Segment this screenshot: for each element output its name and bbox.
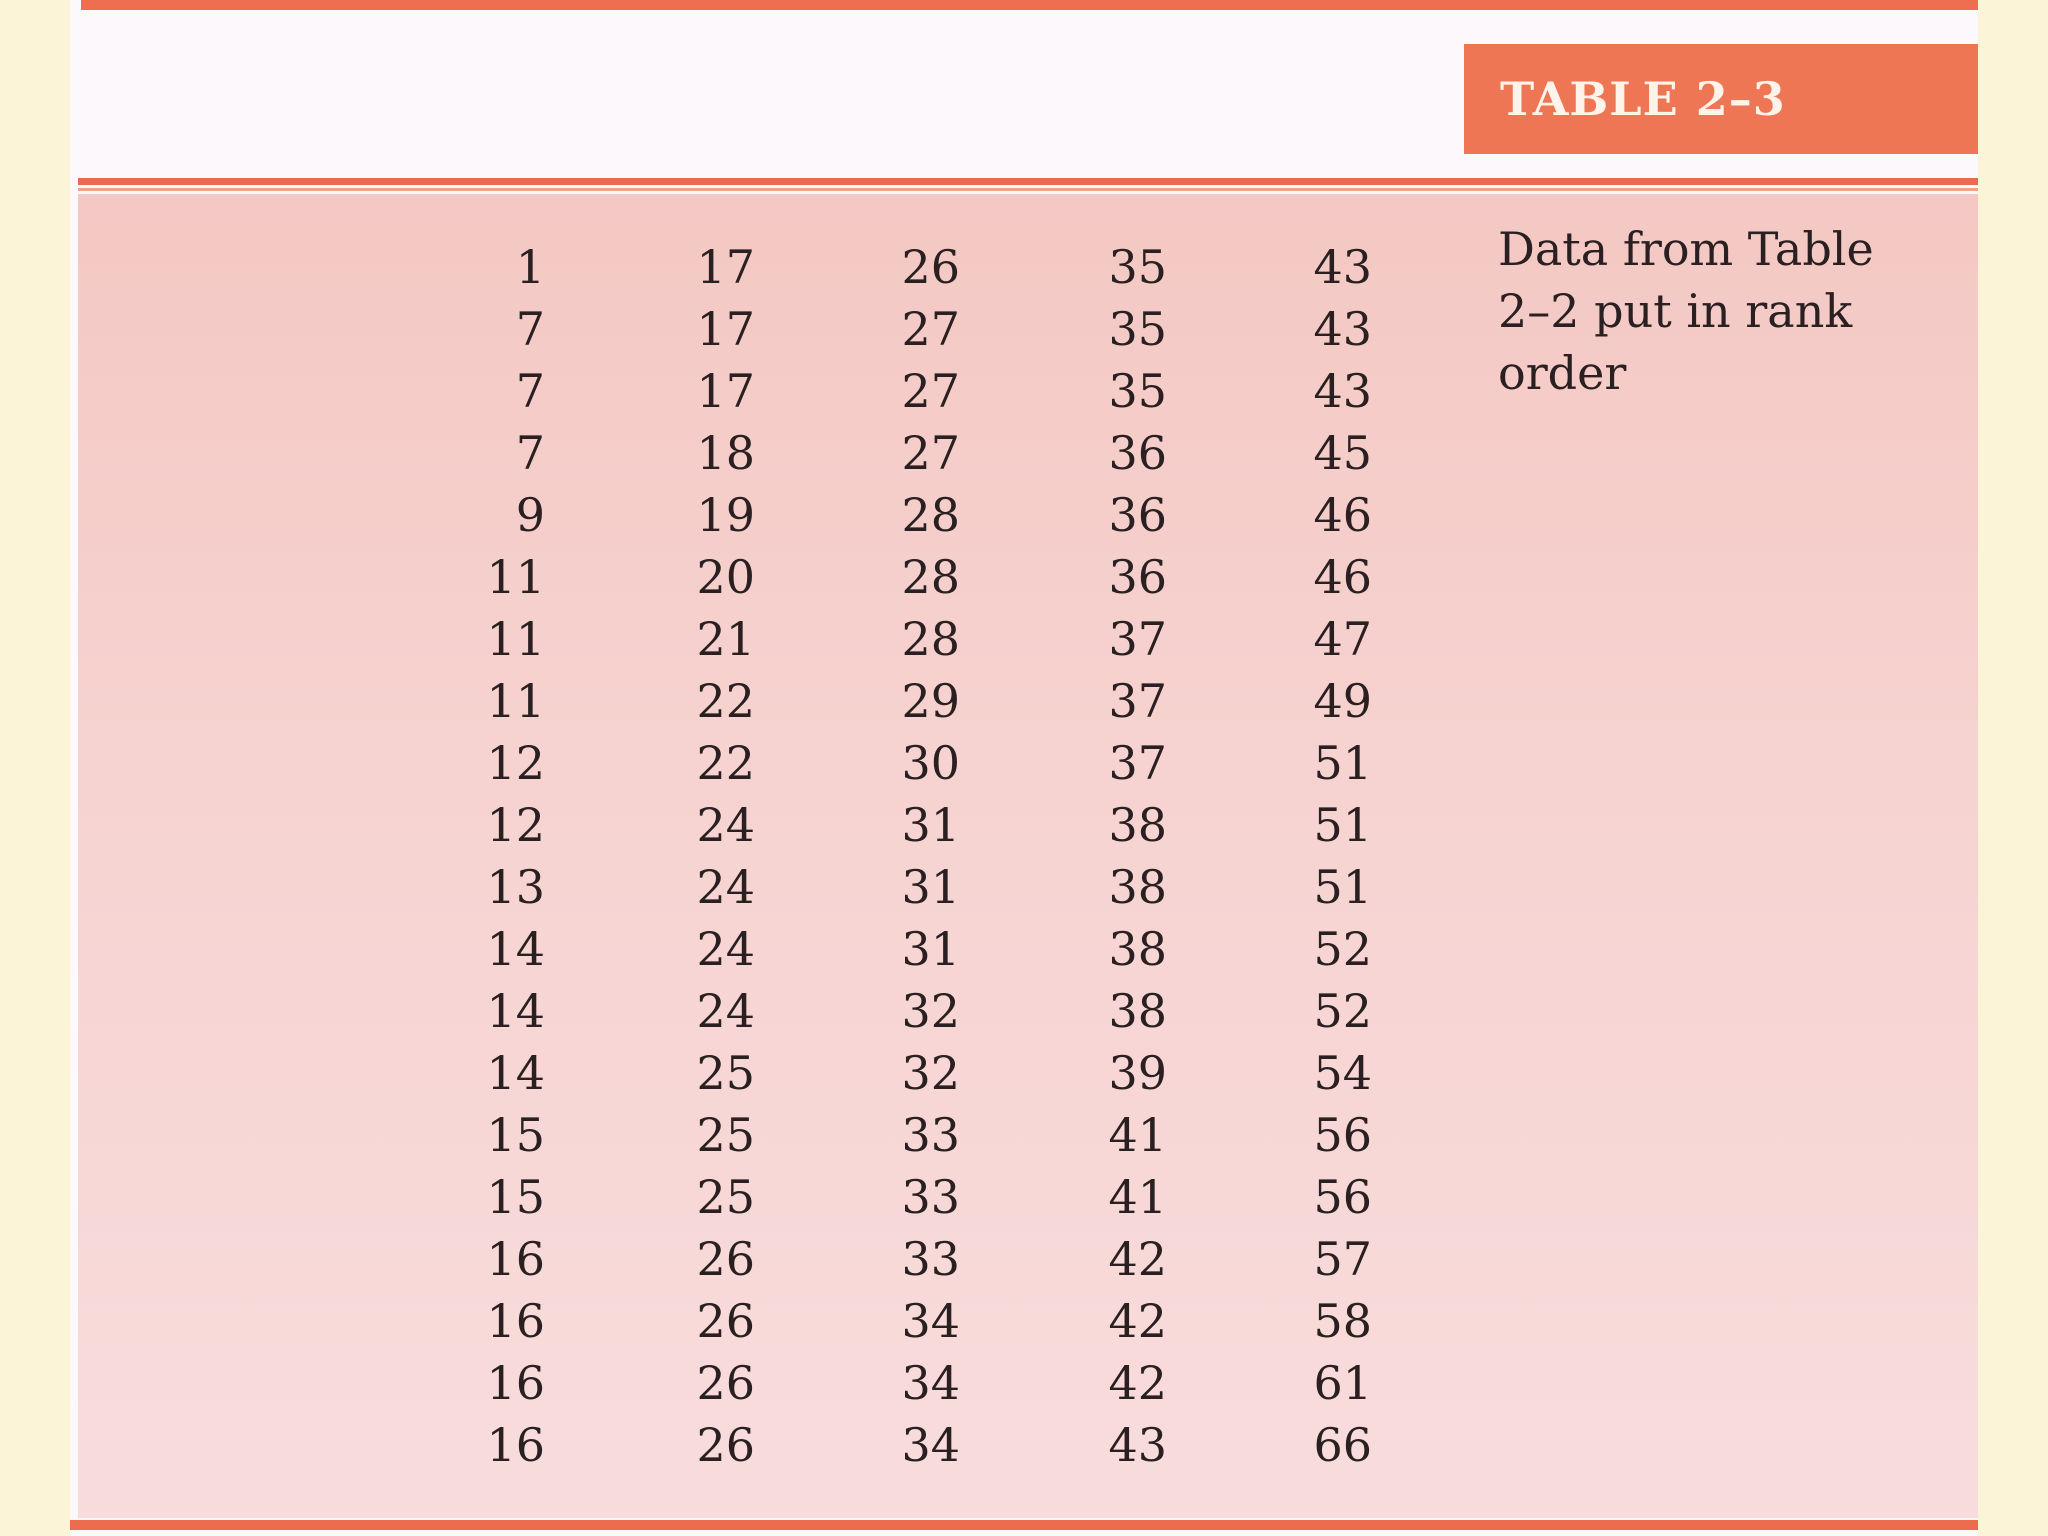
table-cell: 46 — [1313, 550, 1372, 604]
ranked-data-table — [420, 236, 1372, 1476]
table-cell: 15 — [486, 1170, 545, 1224]
table-cell: 25 — [696, 1046, 755, 1100]
table-cell: 27 — [901, 364, 960, 418]
table-cell: 31 — [901, 860, 960, 914]
table-cell: 61 — [1313, 1356, 1372, 1410]
table-cell: 42 — [1108, 1232, 1167, 1286]
table-cell: 52 — [1313, 984, 1372, 1038]
table-cell: 37 — [1108, 612, 1167, 666]
table-cell: 16 — [486, 1418, 545, 1472]
table-row — [420, 484, 1372, 546]
table-cell: 14 — [486, 984, 545, 1038]
table-cell: 13 — [486, 860, 545, 914]
table-cell: 26 — [901, 240, 960, 294]
table-cell: 26 — [696, 1232, 755, 1286]
table-cell: 1 — [515, 240, 545, 294]
table-cell: 9 — [515, 488, 545, 542]
table-cell: 16 — [486, 1356, 545, 1410]
table-cell: 36 — [1108, 550, 1167, 604]
table-cell: 7 — [515, 426, 545, 480]
table-cell: 11 — [486, 612, 545, 666]
table-cell: 34 — [901, 1418, 960, 1472]
table-cell: 38 — [1108, 860, 1167, 914]
table-cell: 27 — [901, 302, 960, 356]
table-cell: 16 — [486, 1232, 545, 1286]
table-cell: 31 — [901, 798, 960, 852]
table-label-banner — [1464, 44, 1978, 154]
table-cell: 58 — [1313, 1294, 1372, 1348]
table-cell: 15 — [486, 1108, 545, 1162]
header-rule — [78, 178, 1978, 185]
table-row — [420, 422, 1372, 484]
table-cell: 25 — [696, 1170, 755, 1224]
table-cell: 39 — [1108, 1046, 1167, 1100]
table-row — [420, 298, 1372, 360]
table-cell: 7 — [515, 364, 545, 418]
table-cell: 36 — [1108, 488, 1167, 542]
table-cell: 41 — [1108, 1108, 1167, 1162]
table-cell: 12 — [486, 736, 545, 790]
table-cell: 26 — [696, 1418, 755, 1472]
table-cell: 37 — [1108, 736, 1167, 790]
table-row — [420, 1228, 1372, 1290]
table-cell: 49 — [1313, 674, 1372, 728]
table-row — [420, 546, 1372, 608]
table-cell: 56 — [1313, 1170, 1372, 1224]
table-cell: 29 — [901, 674, 960, 728]
table-cell: 16 — [486, 1294, 545, 1348]
table-cell: 32 — [901, 984, 960, 1038]
table-cell: 17 — [696, 240, 755, 294]
table-cell: 52 — [1313, 922, 1372, 976]
table-cell: 33 — [901, 1232, 960, 1286]
header-rule-thin — [78, 188, 1978, 191]
table-row — [420, 236, 1372, 298]
table-cell: 33 — [901, 1170, 960, 1224]
table-cell: 34 — [901, 1294, 960, 1348]
table-cell: 22 — [696, 736, 755, 790]
table-cell: 14 — [486, 922, 545, 976]
table-label: TABLE 2–3 — [1500, 72, 1786, 126]
table-row — [420, 1352, 1372, 1414]
table-cell: 30 — [901, 736, 960, 790]
table-row — [420, 856, 1372, 918]
table-cell: 28 — [901, 488, 960, 542]
table-row — [420, 608, 1372, 670]
table-cell: 42 — [1108, 1356, 1167, 1410]
table-cell: 37 — [1108, 674, 1167, 728]
table-cell: 45 — [1313, 426, 1372, 480]
table-row — [420, 980, 1372, 1042]
table-cell: 18 — [696, 426, 755, 480]
table-cell: 24 — [696, 922, 755, 976]
table-cell: 34 — [901, 1356, 960, 1410]
top-rule — [81, 0, 1978, 10]
table-cell: 17 — [696, 364, 755, 418]
table-cell: 26 — [696, 1294, 755, 1348]
table-cell: 11 — [486, 550, 545, 604]
table-row — [420, 732, 1372, 794]
table-cell: 54 — [1313, 1046, 1372, 1100]
table-cell: 7 — [515, 302, 545, 356]
table-cell: 43 — [1313, 240, 1372, 294]
table-cell: 31 — [901, 922, 960, 976]
table-cell: 21 — [696, 612, 755, 666]
table-cell: 25 — [696, 1108, 755, 1162]
table-row — [420, 360, 1372, 422]
table-cell: 46 — [1313, 488, 1372, 542]
table-row — [420, 794, 1372, 856]
table-cell: 27 — [901, 426, 960, 480]
table-cell: 12 — [486, 798, 545, 852]
table-caption: Data from Table 2–2 put in rank order — [1498, 222, 1874, 400]
table-cell: 51 — [1313, 798, 1372, 852]
table-cell: 42 — [1108, 1294, 1167, 1348]
table-row — [420, 1104, 1372, 1166]
table-row — [420, 670, 1372, 732]
table-cell: 24 — [696, 860, 755, 914]
table-row — [420, 1042, 1372, 1104]
table-cell: 24 — [696, 798, 755, 852]
table-cell: 20 — [696, 550, 755, 604]
table-body — [420, 236, 1372, 1476]
table-row — [420, 918, 1372, 980]
table-row — [420, 1290, 1372, 1352]
table-cell: 17 — [696, 302, 755, 356]
table-cell: 28 — [901, 612, 960, 666]
table-cell: 35 — [1108, 364, 1167, 418]
table-cell: 43 — [1313, 302, 1372, 356]
table-cell: 24 — [696, 984, 755, 1038]
table-cell: 57 — [1313, 1232, 1372, 1286]
table-cell: 35 — [1108, 302, 1167, 356]
table-cell: 26 — [696, 1356, 755, 1410]
table-cell: 66 — [1313, 1418, 1372, 1472]
table-cell: 51 — [1313, 860, 1372, 914]
table-cell: 14 — [486, 1046, 545, 1100]
table-cell: 56 — [1313, 1108, 1372, 1162]
table-cell: 35 — [1108, 240, 1167, 294]
table-cell: 32 — [901, 1046, 960, 1100]
table-cell: 51 — [1313, 736, 1372, 790]
table-cell: 38 — [1108, 798, 1167, 852]
table-cell: 43 — [1108, 1418, 1167, 1472]
table-cell: 33 — [901, 1108, 960, 1162]
table-cell: 38 — [1108, 922, 1167, 976]
table-cell: 43 — [1313, 364, 1372, 418]
bottom-rule — [70, 1520, 1978, 1530]
table-cell: 28 — [901, 550, 960, 604]
table-cell: 36 — [1108, 426, 1167, 480]
table-cell: 19 — [696, 488, 755, 542]
table-cell: 11 — [486, 674, 545, 728]
table-cell: 47 — [1313, 612, 1372, 666]
table-cell: 38 — [1108, 984, 1167, 1038]
table-row — [420, 1414, 1372, 1476]
table-cell: 41 — [1108, 1170, 1167, 1224]
table-row — [420, 1166, 1372, 1228]
table-cell: 22 — [696, 674, 755, 728]
